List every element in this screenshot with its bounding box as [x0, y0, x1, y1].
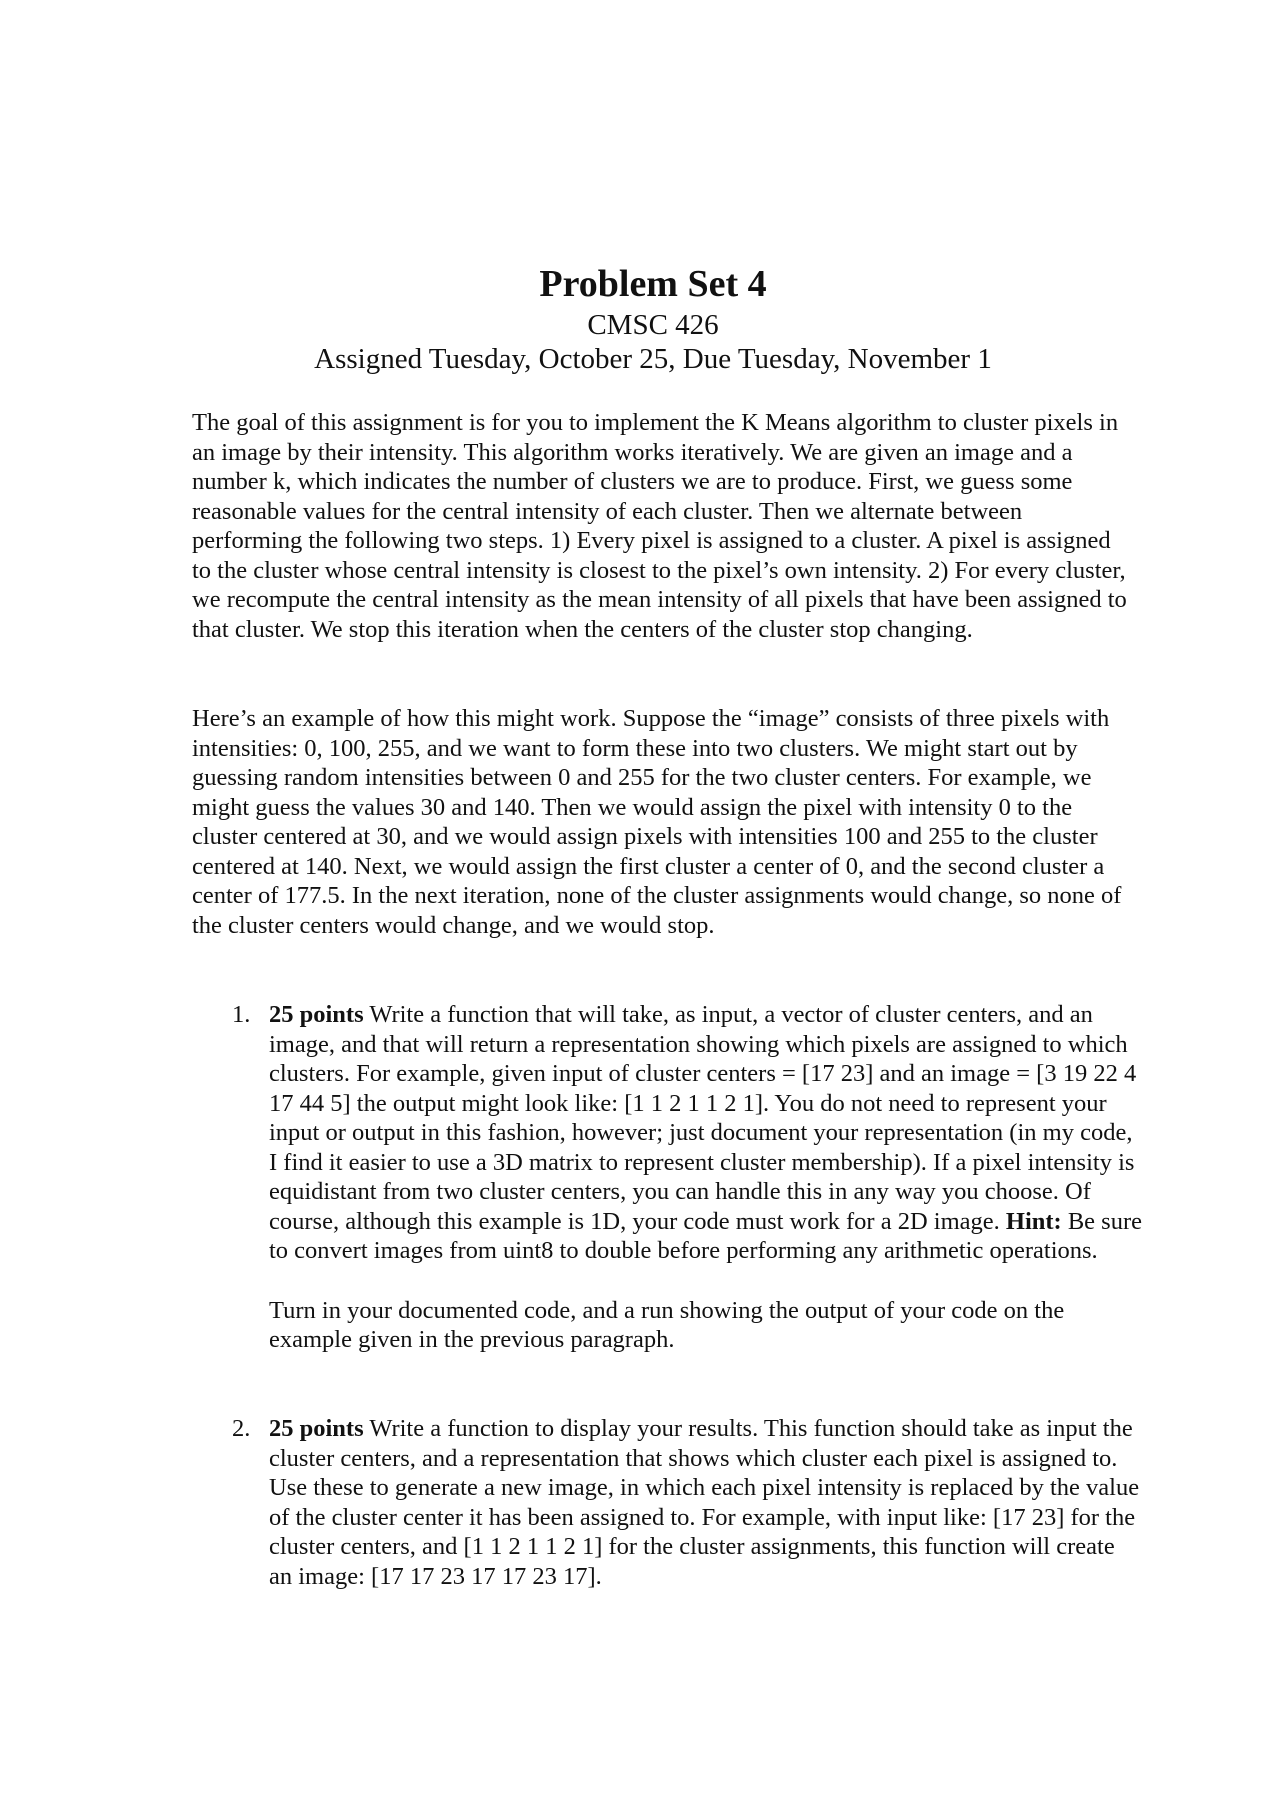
intro-paragraph-block — [192, 408, 1132, 644]
item-number: 2. — [232, 1415, 251, 1442]
intro-paragraph: The goal of this assignment is for you to implement the K Means algorithm to cluster pixels in an image by their intensity. This algorithm works iteratively. We are given an image and a number k, which indicates the number of clusters we are to produce. First, we guess some reasonable values for the central intensity of each cluster. Then we alternate between performing the following two steps. 1) Every pixel is assigned to a cluster. A pixel is assigned to the cluster whose central intensity is closest to the pixel’s own intensity. 2) For every cluster, we recompute the central intensity as the mean intensity of all pixels that have been assigned to that cluster. We stop this iteration when the centers of the cluster stop changing. — [192, 409, 1127, 643]
item-description: Write a function to display your results. This function should take as input the cluster centers, and a representation that shows which cluster each pixel is assigned to. Use these to generate a new image, in which each pixel intensity is replaced by the value of the cluster center it has been assigned to. For example, with input like: [17 23] for the cluster centers, and [1 1 2 1 1 2 1] for the cluster assignments, this function will create an image: [17 17 23 17 17 23 17]. — [269, 1415, 1140, 1590]
item-body — [269, 1000, 1142, 1355]
points-label: 25 points — [269, 1415, 364, 1442]
example-paragraph-block — [192, 704, 1132, 940]
page-title: Problem Set 4 — [539, 263, 767, 305]
example-paragraph: Here’s an example of how this might work. Suppose the “image” consists of three pixels with intensities: 0, 100, 255, and we want to form these into two clusters. We might start out by guessing random intensities between 0 and 255 for the two cluster centers. For example, we might guess the values 30 and 140. Then we would assign the pixel with intensity 0 to the cluster centered at 30, and we would assign pixels with intensities 100 and 255 to the cluster centered at 140. Next, we would assign the first cluster a center of 0, and the second cluster a center of 177.5. In the next iteration, none of the cluster assignments would change, so none of the cluster centers would change, and we would stop. — [192, 705, 1122, 939]
item-description: Write a function that will take, as input, a vector of cluster centers, and an image, and that will return a representation showing which pixels are assigned to which clusters. For example, given input of cluster centers = [17 23] and an image = [3 19 22 4 17 44 5] the output might look like: [1 1 2 1 1 2 1]. You do not need to represent your input or output in this fashion, however; just document your representation (in my code, I find it easier to use a 3D matrix to represent cluster membership). If a pixel intensity is equidistant from two cluster centers, you can handle this in any way you choose. Of course, although this example is 1D, your code must work for a 2D image. — [269, 1001, 1137, 1235]
problem-item-1 — [192, 1000, 1142, 1355]
points-label: 25 points — [269, 1001, 364, 1028]
hint-label: Hint: — [1005, 1207, 1062, 1235]
item-text — [269, 1000, 1142, 1266]
item-body — [269, 1414, 1142, 1591]
hint-text: Be sure to convert images from uint8 to double before performing any arithmetic operations. — [269, 1207, 1142, 1264]
assignment-dates: Assigned Tuesday, October 25, Due Tuesday, November 1 — [314, 343, 992, 375]
problem-item-2 — [192, 1414, 1142, 1591]
item-text — [269, 1414, 1142, 1591]
item-number: 1. — [232, 1001, 251, 1028]
document-header — [0, 262, 1280, 376]
course-code: CMSC 426 — [587, 309, 719, 341]
item-followup: Turn in your documented code, and a run showing the output of your code on the example given in the previous paragraph. — [269, 1296, 1065, 1353]
